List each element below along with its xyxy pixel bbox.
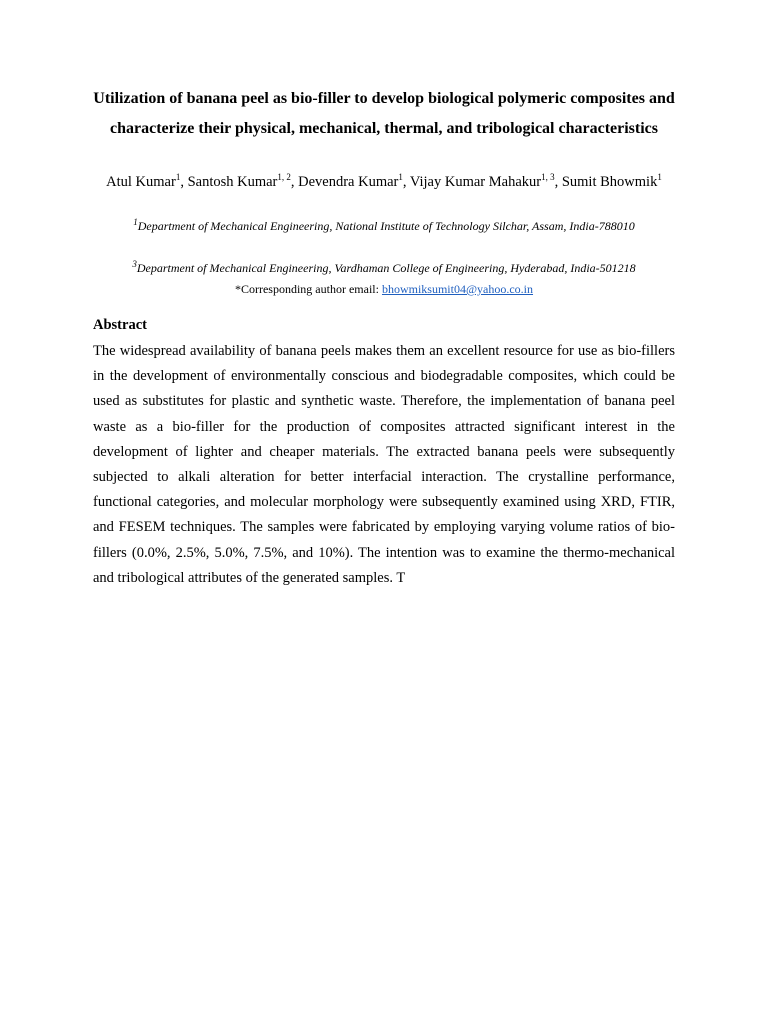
abstract-body: The widespread availability of banana peels makes them an excellent resource for use as bio-fillers in the development of environmentally conscious and biodegradable composites, which could be used as substitutes for plastic and synthetic waste. Therefore, the implementation of banana peel waste as a bio-filler for the production of composites attracted significant interest in the development of lighter and cheaper materials. The extracted banana peels were subsequently subjected to alkali alteration for better interfacial interaction. The crystalline performance, functional categories, and molecular morphology were subsequently examined using XRD, FTIR, and FESEM techniques. The samples were fabricated by employing varying volume ratios of bio-fillers (0.0%, 2.5%, 5.0%, 7.5%, and 10%). The intention was to examine the thermo-mechanical and tribological attributes of the generated samples. T	[93, 343, 675, 586]
corresponding-author-email-link[interactable]: bhowmiksumit04@yahoo.co.in	[381, 282, 534, 296]
author-separator: ,	[554, 174, 562, 190]
author-affiliation-marker: 1	[657, 172, 662, 183]
author-list	[93, 173, 675, 192]
affiliation-text: Department of Mechanical Engineering, National Institute of Technology Silchar, Assam, India-788010	[137, 219, 635, 233]
author-separator: ,	[402, 174, 410, 190]
author	[562, 174, 662, 190]
author	[298, 174, 410, 190]
author-name: Vijay Kumar Mahakur	[409, 174, 542, 190]
affiliation-marker: 3	[132, 259, 137, 269]
affiliation	[93, 218, 675, 234]
author-affiliation-marker: 1	[398, 172, 403, 183]
corresponding-author-label: *Corresponding author email:	[234, 282, 382, 296]
author-affiliation-marker: 1, 3	[541, 172, 555, 183]
author-affiliation-marker: 1	[175, 172, 181, 183]
paper-title: Utilization of banana peel as bio-filler to develop biological polymeric composites and characterize their physical, mechanical, thermal, and tribological characteristics	[93, 90, 675, 137]
abstract-heading: Abstract	[93, 317, 147, 333]
affiliation	[93, 260, 675, 276]
affiliation-text: Department of Mechanical Engineering, Vardhaman College of Engineering, Hyderabad, India-501218	[136, 261, 636, 275]
corresponding-author	[93, 281, 675, 297]
affiliation-marker: 1	[133, 217, 138, 227]
author-name: Devendra Kumar	[298, 174, 399, 190]
author	[188, 174, 299, 190]
author	[410, 174, 562, 190]
author-name: Sumit Bhowmik	[561, 174, 658, 190]
author-separator: ,	[290, 174, 299, 190]
author-name: Atul Kumar	[106, 174, 176, 190]
author-name: Santosh Kumar	[187, 174, 278, 190]
author	[106, 174, 187, 190]
author-separator: ,	[180, 174, 188, 190]
author-affiliation-marker: 1, 2	[277, 172, 291, 183]
